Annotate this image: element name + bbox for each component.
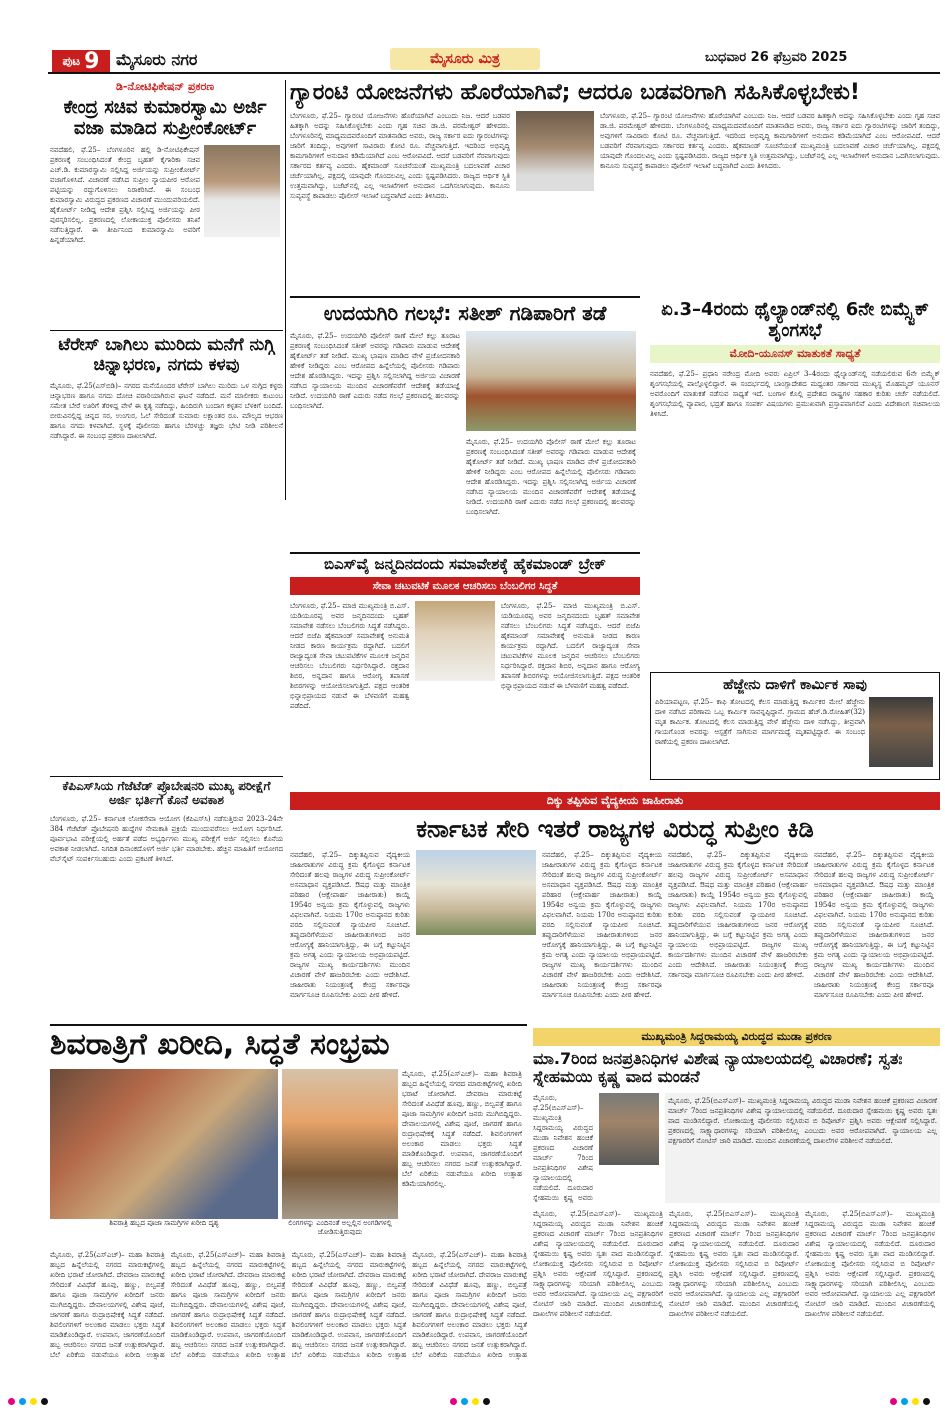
story-headline: ಕೆಪಿಎಸ್‌ಸಿಯ ಗೆಜೆಟೆಡ್ ಪ್ರೊಬೇಷನರಿ ಮುಖ್ಯ ಪರೀಕ್ಷೆಗೆ ಅರ್ಜಿ ಭರ್ತಿಗೆ ಕೊನೆ ಅವಕಾಶ: [62, 779, 271, 807]
story-body-cont3: ಮೈಸೂರು, ಫೆ.25(ಎಸ್‌ಎಚ್)– ಮಹಾ ಶಿವರಾತ್ರಿ ಹಬ್ಬದ ಹಿನ್ನೆಲೆಯಲ್ಲಿ ನಗರದ ಮಾರುಕಟ್ಟೆಗಳಲ್ಲಿ ಖರೀದಿ ಭರಾಟೆ ಜೋರಾಗಿದೆ. ದೇವರಾಜ ಮಾರುಕಟ್ಟೆ ಸೇರಿದಂತೆ ವಿವಿಧೆಡೆ ಹೂವು, ಹಣ್ಣು, ಬಿಲ್ವಪತ್ರೆ ಹಾಗೂ ಪೂಜಾ ಸಾಮಗ್ರಿಗಳ ಖರೀದಿಗೆ ಜನರು ಮುಗಿಬಿದ್ದಿದ್ದರು. ದೇವಾಲಯಗಳಲ್ಲಿ ವಿಶೇಷ ಪೂಜೆ, ಜಾಗರಣೆ ಹಾಗೂ ರುದ್ರಾಭಿಷೇಕಕ್ಕೆ ಸಿದ್ಧತೆ ನಡೆದಿದೆ. ಶಿವಲಿಂಗಗಳಿಗೆ ಅಲಂಕಾರ ಮಾಡಲು ಭಕ್ತರು ಸಿದ್ಧತೆ ಮಾಡಿಕೊಂಡಿದ್ದಾರೆ. ಉಪವಾಸ, ಜಾಗರಣೆಯೊಂದಿಗೆ ಹಬ್ಬ ಆಚರಿಸಲು ನಗರದ ಜನತೆ ಉತ್ಸುಕರಾಗಿದ್ದಾರೆ. ಬೆಲೆ ಏರಿಕೆಯ ನಡುವೆಯೂ ಖರೀದಿ ಉತ್ಸಾಹ: [412, 1250, 527, 1359]
story-body: ಬೆಂಗಳೂರು, ಫೆ.25– ಕರ್ನಾಟಕ ಲೋಕಸೇವಾ ಆಯೋಗ (ಕೆಪಿಎಸ್‌ಸಿ) ನಡೆಸುತ್ತಿರುವ 2023–24ನೇ 384 ಗೆಜೆಟೆಡ್ ಪ್ರೊಬೇಷನರಿ ಹುದ್ದೆಗಳ ನೇಮಕಾತಿ ಪ್ರಕ್ರಿಯೆ ಮುಂದುವರೆಸಲು ಆಯೋಗ ನಿರ್ಧರಿಸಿದೆ. ಪೂರ್ವಭಾವಿ ಪರೀಕ್ಷೆಯಲ್ಲಿ ಅರ್ಹತೆ ಪಡೆದ ಅಭ್ಯರ್ಥಿಗಳು ಮುಖ್ಯ ಪರೀಕ್ಷೆಗೆ ಅರ್ಜಿ ಸಲ್ಲಿಸಲು ಕೊನೆಯ ಅವಕಾಶ ನೀಡಲಾಗಿದೆ. ನಿಗದಿತ ದಿನಾಂಕದೊಳಗೆ ಅರ್ಜಿ ಭರ್ತಿ ಮಾಡಬೇಕು. ಹೆಚ್ಚಿನ ಮಾಹಿತಿಗೆ ಆಯೋಗದ ವೆಬ್‌ಸೈಟ್ ಸಂಪರ್ಕಿಸಬಹುದು ಎಂದು ಪ್ರಕಟಣೆ ತಿಳಿಸಿದೆ.: [50, 814, 283, 863]
story-kpsc: [50, 780, 283, 1014]
story-body-side: ಮೈಸೂರು, ಫೆ.25(ಎಸ್‌ಎಚ್)– ಮಹಾ ಶಿವರಾತ್ರಿ ಹಬ್ಬದ ಹಿನ್ನೆಲೆಯಲ್ಲಿ ನಗರದ ಮಾರುಕಟ್ಟೆಗಳಲ್ಲಿ ಖರೀದಿ ಭರಾಟೆ ಜೋರಾಗಿದೆ. ದೇವರಾಜ ಮಾರುಕಟ್ಟೆ ಸೇರಿದಂತೆ ವಿವಿಧೆಡೆ ಹೂವು, ಹಣ್ಣು, ಬಿಲ್ವಪತ್ರೆ ಹಾಗೂ ಪೂಜಾ ಸಾಮಗ್ರಿಗಳ ಖರೀದಿಗೆ ಜನರು ಮುಗಿಬಿದ್ದಿದ್ದರು. ದೇವಾಲಯಗಳಲ್ಲಿ ವಿಶೇಷ ಪೂಜೆ, ಜಾಗರಣೆ ಹಾಗೂ ರುದ್ರಾಭಿಷೇಕಕ್ಕೆ ಸಿದ್ಧತೆ ನಡೆದಿದೆ. ಶಿವಲಿಂಗಗಳಿಗೆ ಅಲಂಕಾರ ಮಾಡಲು ಭಕ್ತರು ಸಿದ್ಧತೆ ಮಾಡಿಕೊಂಡಿದ್ದಾರೆ. ಉಪವಾಸ, ಜಾಗರಣೆಯೊಂದಿಗೆ ಹಬ್ಬ ಆಚರಿಸಲು ನಗರದ ಜನತೆ ಉತ್ಸುಕರಾಗಿದ್ದಾರೆ. ಬೆಲೆ ಏರಿಕೆಯ ನಡುವೆಯೂ ಖರೀದಿ ಉತ್ಸಾಹ ಕಡಿಮೆಯಾಗಿರಲಿಲ್ಲ.: [402, 1069, 522, 1188]
color-registration-marks: [450, 1398, 490, 1405]
page-number-badge: [52, 50, 110, 72]
story-body: ಮೈಸೂರು, ಫೆ.25(ಎಸ್‌ಬಿಡಿ)– ನಗರದ ಮನೆಯೊಂದರ ಟೆರೇಸ್ ಬಾಗಿಲು ಮುರಿದು ಒಳ ನುಗ್ಗಿದ ಕಳ್ಳರು ಚಿನ್ನಾಭರಣ ಹಾಗೂ ನಗದು ದೋಚಿ ಪರಾರಿಯಾಗಿರುವ ಘಟನೆ ನಡೆದಿದೆ. ಮನೆ ಮಾಲೀಕರು ಕುಟುಂಬ ಸಮೇತ ಬೇರೆ ಊರಿಗೆ ತೆರಳಿದ್ದ ವೇಳೆ ಈ ಕೃತ್ಯ ನಡೆದಿದ್ದು, ಹಿಂದಿರುಗಿ ಬಂದಾಗ ಕಳ್ಳತನ ಬೆಳಕಿಗೆ ಬಂದಿದೆ. ಬೀರುವಿನಲ್ಲಿದ್ದ ಚಿನ್ನದ ಸರ, ಉಂಗುರ, ಓಲೆ ಸೇರಿದಂತೆ ಸುಮಾರು ಲಕ್ಷಾಂತರ ರೂ. ಮೌಲ್ಯದ ಆಭರಣ ಹಾಗೂ ನಗದು ಕಳವಾಗಿದೆ. ಸ್ಥಳಕ್ಕೆ ಪೊಲೀಸರು ಹಾಗೂ ಬೆರಳಚ್ಚು ತಜ್ಞರು ಭೇಟಿ ನೀಡಿ ಪರಿಶೀಲನೆ ನಡೆಸಿದ್ದಾರೆ. ಈ ಸಂಬಂಧ ಪ್ರಕರಣ ದಾಖಲಾಗಿದೆ.: [50, 382, 283, 441]
story-body: ನವದೆಹಲಿ, ಫೆ.25– ಪ್ರಧಾನಿ ನರೇಂದ್ರ ಮೋದಿ ಅವರು ಏಪ್ರಿಲ್ 3–4ರಂದು ಥೈಲ್ಯಾಂಡ್‌ನಲ್ಲಿ ನಡೆಯಲಿರುವ 6ನೇ ಬಿಮ್ಸ್ಟೆಕ್ ಶೃಂಗಸಭೆಯಲ್ಲಿ ಪಾಲ್ಗೊಳ್ಳಲಿದ್ದಾರೆ. ಈ ಸಂದರ್ಭದಲ್ಲಿ ಬಾಂಗ್ಲಾದೇಶದ ಮಧ್ಯಂತರ ಸರ್ಕಾರದ ಮುಖ್ಯಸ್ಥ ಮೊಹಮ್ಮದ್ ಯೂನಸ್ ಅವರೊಂದಿಗೆ ಮಾತುಕತೆ ನಡೆಸುವ ಸಾಧ್ಯತೆ ಇದೆ. ಬಂಗಾಳ ಕೊಲ್ಲಿ ಪ್ರದೇಶದ ರಾಷ್ಟ್ರಗಳ ಸಹಕಾರ ಕುರಿತು ಚರ್ಚೆ ನಡೆಯಲಿದೆ. ಶೃಂಗಸಭೆಯಲ್ಲಿ ವ್ಯಾಪಾರ, ಭದ್ರತೆ ಹಾಗೂ ಸಂಪರ್ಕ ವಿಷಯಗಳು ಪ್ರಮುಖವಾಗಿ ಪ್ರಸ್ತಾಪವಾಗಲಿವೆ ಎಂದು ವಿದೇಶಾಂಗ ಸಚಿವಾಲಯ ತಿಳಿಸಿದೆ.: [650, 370, 940, 419]
story-muda: [533, 1028, 940, 1359]
yediyurappa-photo: [415, 601, 495, 681]
story-body-cont2: ಮೈಸೂರು, ಫೆ.25(ಬಿಎಸ್‌ಎಸ್)– ಮುಖ್ಯಮಂತ್ರಿ ಸಿದ್ದರಾಮಯ್ಯ ವಿರುದ್ಧದ ಮುಡಾ ನಿವೇಶನ ಹಂಚಿಕೆ ಪ್ರಕರಣದ ವಿಚಾರಣೆ ಮಾರ್ಚ್ 7ರಿಂದ ಜನಪ್ರತಿನಿಧಿಗಳ ವಿಶೇಷ ನ್ಯಾಯಾಲಯದಲ್ಲಿ ನಡೆಯಲಿದೆ. ದೂರುದಾರ ಸ್ನೇಹಮಯಿ ಕೃಷ್ಣ ಅವರು ಸ್ವತಃ ವಾದ ಮಂಡಿಸಲಿದ್ದಾರೆ. ಲೋಕಾಯುಕ್ತ ಪೊಲೀಸರು ಸಲ್ಲಿಸಿರುವ ಬಿ ರಿಪೋರ್ಟ್ ಪ್ರಶ್ನಿಸಿ ಅವರು ಆಕ್ಷೇಪಣೆ ಸಲ್ಲಿಸಿದ್ದಾರೆ. ಪ್ರಕರಣದಲ್ಲಿ ಸಾಕ್ಷ್ಯಾಧಾರಗಳನ್ನು ಸರಿಯಾಗಿ ಪರಿಶೀಲಿಸಿಲ್ಲ ಎಂಬುದು ಅವರ ಆರೋಪವಾಗಿದೆ. ನ್ಯಾಯಾಲಯ ಎಲ್ಲ ಪಕ್ಷಗಾರರಿಗೆ ನೋಟಿಸ್ ಜಾರಿ ಮಾಡಿದೆ. ಮುಂದಿನ ವಿಚಾರಣೆಯಲ್ಲಿ ದಾಖಲೆಗಳ ಪರಿಶೀಲನೆ ನಡೆಯಲಿದೆ.: [669, 1209, 799, 1318]
story-theft: [50, 336, 283, 691]
divider: [50, 330, 283, 331]
color-registration-marks: [8, 1398, 48, 1405]
story-bimstec: [650, 300, 940, 669]
story-body-cont3: ಮೈಸೂರು, ಫೆ.25(ಬಿಎಸ್‌ಎಸ್)– ಮುಖ್ಯಮಂತ್ರಿ ಸಿದ್ದರಾಮಯ್ಯ ವಿರುದ್ಧದ ಮುಡಾ ನಿವೇಶನ ಹಂಚಿಕೆ ಪ್ರಕರಣದ ವಿಚಾರಣೆ ಮಾರ್ಚ್ 7ರಿಂದ ಜನಪ್ರತಿನಿಧಿಗಳ ವಿಶೇಷ ನ್ಯಾಯಾಲಯದಲ್ಲಿ ನಡೆಯಲಿದೆ. ದೂರುದಾರ ಸ್ನೇಹಮಯಿ ಕೃಷ್ಣ ಅವರು ಸ್ವತಃ ವಾದ ಮಂಡಿಸಲಿದ್ದಾರೆ. ಲೋಕಾಯುಕ್ತ ಪೊಲೀಸರು ಸಲ್ಲಿಸಿರುವ ಬಿ ರಿಪೋರ್ಟ್ ಪ್ರಶ್ನಿಸಿ ಅವರು ಆಕ್ಷೇಪಣೆ ಸಲ್ಲಿಸಿದ್ದಾರೆ. ಪ್ರಕರಣದಲ್ಲಿ ಸಾಕ್ಷ್ಯಾಧಾರಗಳನ್ನು ಸರಿಯಾಗಿ ಪರಿಶೀಲಿಸಿಲ್ಲ ಎಂಬುದು ಅವರ ಆರೋಪವಾಗಿದೆ. ನ್ಯಾಯಾಲಯ ಎಲ್ಲ ಪಕ್ಷಗಾರರಿಗೆ ನೋಟಿಸ್ ಜಾರಿ ಮಾಡಿದೆ. ಮುಂದಿನ ವಿಚಾರಣೆಯಲ್ಲಿ ದಾಖಲೆಗಳ ಪರಿಶೀಲನೆ ನಡೆಯಲಿದೆ.: [805, 1209, 935, 1318]
story-kicker: ಡಿ-ನೋಟಿಫಿಕೇಷನ್ ಪ್ರಕರಣ: [115, 80, 215, 93]
story-body-cont3: ನವದೆಹಲಿ, ಫೆ.25– ದಿಕ್ಕುತಪ್ಪಿಸುವ ವೈದ್ಯಕೀಯ ಜಾಹೀರಾತುಗಳ ವಿರುದ್ಧ ಕ್ರಮ ಕೈಗೊಳ್ಳದ ಕರ್ನಾಟಕ ಸೇರಿದಂತೆ ಹಲವು ರಾಜ್ಯಗಳ ವಿರುದ್ಧ ಸುಪ್ರೀಂಕೋರ್ಟ್ ಅಸಮಾಧಾನ ವ್ಯಕ್ತಪಡಿಸಿದೆ. ಔಷಧ ಮತ್ತು ಮಾಂತ್ರಿಕ ಪರಿಹಾರ (ಆಕ್ಷೇಪಾರ್ಹ ಜಾಹೀರಾತು) ಕಾಯ್ದೆ 1954ರ ಅನ್ವಯ ಕ್ರಮ ಕೈಗೊಳ್ಳುವಲ್ಲಿ ರಾಜ್ಯಗಳು ವಿಫಲವಾಗಿವೆ. ನಿಯಮ 170ರ ಅನುಷ್ಠಾನದ ಕುರಿತು ವರದಿ ಸಲ್ಲಿಸುವಂತೆ ನ್ಯಾಯಪೀಠ ಸೂಚಿಸಿದೆ. ತಪ್ಪುದಾರಿಗೆಳೆಯುವ ಜಾಹೀರಾತುಗಳಿಂದ ಜನರ ಆರೋಗ್ಯಕ್ಕೆ ಹಾನಿಯಾಗುತ್ತಿದ್ದು, ಈ ಬಗ್ಗೆ ಕಟ್ಟುನಿಟ್ಟಿನ ಕ್ರಮ ಅಗತ್ಯ ಎಂದು ನ್ಯಾಯಾಲಯ ಅಭಿಪ್ರಾಯಪಟ್ಟಿದೆ. ರಾಜ್ಯಗಳ ಮುಖ್ಯ ಕಾರ್ಯದರ್ಶಿಗಳು ಮುಂದಿನ ವಿಚಾರಣೆ ವೇಳೆ ಹಾಜರಿರಬೇಕು ಎಂದು ಆದೇಶಿಸಿದೆ. ಜಾಹೀರಾತು ನಿಯಂತ್ರಣಕ್ಕೆ ಕೇಂದ್ರ ಸರ್ಕಾರವೂ ಮಾರ್ಗಸೂಚಿ ರೂಪಿಸಬೇಕು ಎಂದು ಪೀಠ ಹೇಳಿದೆ.: [814, 850, 934, 999]
parameshwar-photo: [516, 111, 594, 191]
photo-caption: ಶಿವರಾತ್ರಿ ಹಬ್ಬದ ಪೂಜಾ ಸಾಮಗ್ರಿಗಳ ಖರೀದಿ ದೃಶ್ಯ: [109, 1218, 219, 1227]
story-kicker: ಮುಖ್ಯಮಂತ್ರಿ ಸಿದ್ದರಾಮಯ್ಯ ವಿರುದ್ಧದ ಮುಡಾ ಪ್ರಕರಣ: [533, 1028, 940, 1046]
divider: [290, 296, 640, 298]
snehamayi-photo: [599, 1093, 659, 1165]
story-body-cont: ಬೆಂಗಳೂರು, ಫೆ.25– ಮಾಜಿ ಮುಖ್ಯಮಂತ್ರಿ ಬಿ.ಎಸ್. ಯಡಿಯೂರಪ್ಪ ಅವರ ಜನ್ಮದಿನದಂದು ಬೃಹತ್ ಸಮಾವೇಶ ನಡೆಸಲು ಬೆಂಬಲಿಗರು ಸಿದ್ಧತೆ ನಡೆಸಿದ್ದರು. ಆದರೆ ಬಿಜೆಪಿ ಹೈಕಮಾಂಡ್ ಸಮಾವೇಶಕ್ಕೆ ಅನುಮತಿ ನೀಡದ ಕಾರಣ ಕಾರ್ಯಕ್ರಮ ರದ್ದಾಗಿದೆ. ಬದಲಿಗೆ ರಾಜ್ಯಾದ್ಯಂತ ಸೇವಾ ಚಟುವಟಿಕೆಗಳ ಮೂಲಕ ಜನ್ಮದಿನ ಆಚರಿಸಲು ಬೆಂಬಲಿಗರು ನಿರ್ಧರಿಸಿದ್ದಾರೆ. ರಕ್ತದಾನ ಶಿಬಿರ, ಅನ್ನದಾನ ಹಾಗೂ ಆರೋಗ್ಯ ತಪಾಸಣೆ ಶಿಬಿರಗಳನ್ನು ಆಯೋಜಿಸಲಾಗುತ್ತಿದೆ. ಪಕ್ಷದ ಆಂತರಿಕ ಭಿನ್ನಾಭಿಪ್ರಾಯದ ನಡುವೆ ಈ ಬೆಳವಣಿಗೆ ಮಹತ್ವ ಪಡೆದಿದೆ.: [500, 602, 640, 691]
story-body-cont2: ನವದೆಹಲಿ, ಫೆ.25– ದಿಕ್ಕುತಪ್ಪಿಸುವ ವೈದ್ಯಕೀಯ ಜಾಹೀರಾತುಗಳ ವಿರುದ್ಧ ಕ್ರಮ ಕೈಗೊಳ್ಳದ ಕರ್ನಾಟಕ ಸೇರಿದಂತೆ ಹಲವು ರಾಜ್ಯಗಳ ವಿರುದ್ಧ ಸುಪ್ರೀಂಕೋರ್ಟ್ ಅಸಮಾಧಾನ ವ್ಯಕ್ತಪಡಿಸಿದೆ. ಔಷಧ ಮತ್ತು ಮಾಂತ್ರಿಕ ಪರಿಹಾರ (ಆಕ್ಷೇಪಾರ್ಹ ಜಾಹೀರಾತು) ಕಾಯ್ದೆ 1954ರ ಅನ್ವಯ ಕ್ರಮ ಕೈಗೊಳ್ಳುವಲ್ಲಿ ರಾಜ್ಯಗಳು ವಿಫಲವಾಗಿವೆ. ನಿಯಮ 170ರ ಅನುಷ್ಠಾನದ ಕುರಿತು ವರದಿ ಸಲ್ಲಿಸುವಂತೆ ನ್ಯಾಯಪೀಠ ಸೂಚಿಸಿದೆ. ತಪ್ಪುದಾರಿಗೆಳೆಯುವ ಜಾಹೀರಾತುಗಳಿಂದ ಜನರ ಆರೋಗ್ಯಕ್ಕೆ ಹಾನಿಯಾಗುತ್ತಿದ್ದು, ಈ ಬಗ್ಗೆ ಕಟ್ಟುನಿಟ್ಟಿನ ಕ್ರಮ ಅಗತ್ಯ ಎಂದು ನ್ಯಾಯಾಲಯ ಅಭಿಪ್ರಾಯಪಟ್ಟಿದೆ. ರಾಜ್ಯಗಳ ಮುಖ್ಯ ಕಾರ್ಯದರ್ಶಿಗಳು ಮುಂದಿನ ವಿಚಾರಣೆ ವೇಳೆ ಹಾಜರಿರಬೇಕು ಎಂದು ಆದೇಶಿಸಿದೆ. ಜಾಹೀರಾತು ನಿಯಂತ್ರಣಕ್ಕೆ ಕೇಂದ್ರ ಸರ್ಕಾರವೂ ಮಾರ್ಗಸೂಚಿ ರೂಪಿಸಬೇಕು ಎಂದು ಪೀಠ ಹೇಳಿದೆ.: [668, 850, 808, 979]
story-headline: ಶಿವರಾತ್ರಿಗೆ ಖರೀದಿ, ಸಿದ್ಧತೆ ಸಂಭ್ರಮ: [50, 1027, 390, 1062]
story-headline: ಟೆರೇಸ್ ಬಾಗಿಲು ಮುರಿದು ಮನೆಗೆ ನುಗ್ಗಿ ಚಿನ್ನಾಭರಣ, ನಗದು ಕಳವು: [58, 335, 275, 375]
story-bsy: [290, 556, 640, 751]
section-title: ಮೈಸೂರು ನಗರ: [116, 50, 198, 69]
story-headline: ಗ್ಯಾರಂಟಿ ಯೋಜನೆಗಳು ಹೊರೆಯಾಗಿವೆ; ಆದರೂ ಬಡವರಿಗಾಗಿ ಸಹಿಸಿಕೊಳ್ಳಬೇಕು!: [290, 80, 860, 105]
paper-name: ಮೈಸೂರು ಮಿತ್ರ: [390, 48, 540, 70]
divider: [290, 552, 640, 554]
victim-photo: [869, 697, 933, 767]
vendor-photo: [282, 1069, 398, 1219]
story-headline: ಏ.3–4ರಂದು ಥೈಲ್ಯಾಂಡ್‌ನಲ್ಲಿ 6ನೇ ಬಿಮ್ಸ್ಟೆಕ್ ಶೃಂಗಸಭೆ: [661, 299, 929, 341]
story-headline: ಉದಯಗಿರಿ ಗಲಭೆ: ಸತೀಶ್ ಗಡಿಪಾರಿಗೆ ತಡೆ: [323, 301, 607, 325]
column-rule: [285, 80, 286, 500]
story-kicker: ದಿಕ್ಕು ತಪ್ಪಿಸುವ ವೈದ್ಯಕೀಯ ಜಾಹೀರಾತು: [290, 792, 940, 810]
story-headline: ಕೇಂದ್ರ ಸಚಿವ ಕುಮಾರಸ್ವಾಮಿ ಅರ್ಜಿ ವಜಾ ಮಾಡಿದ ಸುಪ್ರೀಂಕೋರ್ಟ್: [63, 97, 267, 139]
market-photo: [50, 1069, 278, 1219]
story-body-cont: ಬೆಂಗಳೂರು, ಫೆ.25– ಗ್ಯಾರಂಟಿ ಯೋಜನೆಗಳು ಹೊರೆಯಾಗಿವೆ ಎಂಬುದು ನಿಜ. ಆದರೆ ಬಡವರ ಹಿತಕ್ಕಾಗಿ ಅದನ್ನು ಸಹಿಸಿಕೊಳ್ಳಬೇಕು ಎಂದು ಗೃಹ ಸಚಿವ ಡಾ.ಜಿ. ಪರಮೇಶ್ವರ್ ಹೇಳಿದರು. ಬೆಂಗಳೂರಿನಲ್ಲಿ ಮಾಧ್ಯಮದವರೊಂದಿಗೆ ಮಾತನಾಡಿದ ಅವರು, ರಾಜ್ಯ ಸರ್ಕಾರ ಐದು ಗ್ಯಾರಂಟಿಗಳನ್ನು ಜಾರಿಗೆ ತಂದಿದ್ದು, ಅವುಗಳಿಗೆ ಸಾವಿರಾರು ಕೋಟಿ ರೂ. ವೆಚ್ಚವಾಗುತ್ತಿದೆ. ಇದರಿಂದ ಅಭಿವೃದ್ಧಿ ಕಾಮಗಾರಿಗಳಿಗೆ ಅನುದಾನ ಕಡಿಮೆಯಾಗಿದೆ ಎಂಬ ಆರೋಪವಿದೆ. ಆದರೆ ಬಡವರಿಗೆ ನೆರವಾಗುವುದು ಸರ್ಕಾರದ ಕರ್ತವ್ಯ ಎಂದರು. ಹೈಕಮಾಂಡ್ ಸೂಚನೆಯಂತೆ ಮುಖ್ಯಮಂತ್ರಿ ಬದಲಾವಣೆ ವಿಚಾರ ಚರ್ಚೆಯಾಗಿಲ್ಲ. ಪಕ್ಷದಲ್ಲಿ ಯಾವುದೇ ಗೊಂದಲವಿಲ್ಲ ಎಂದು ಸ್ಪಷ್ಟಪಡಿಸಿದರು. ರಾಜ್ಯದ ಆರ್ಥಿಕ ಸ್ಥಿತಿ ಉತ್ತಮವಾಗಿದ್ದು, ಬಜೆಟ್‌ನಲ್ಲಿ ಎಲ್ಲ ಇಲಾಖೆಗಳಿಗೆ ಅನುದಾನ ಒದಗಿಸಲಾಗುವುದು. ಕಾನೂನು ಸುವ್ಯವಸ್ಥೆ ಕಾಪಾಡಲು ಪೊಲೀಸ್ ಇಲಾಖೆ ಬದ್ಧವಾಗಿದೆ ಎಂದು ತಿಳಿಸಿದರು.: [600, 112, 940, 171]
story-body: ಮೈಸೂರು, ಫೆ.25(ಬಿಎಸ್‌ಎಸ್)– ಮುಖ್ಯಮಂತ್ರಿ ಸಿದ್ದರಾಮಯ್ಯ ವಿರುದ್ಧದ ಮುಡಾ ನಿವೇಶನ ಹಂಚಿಕೆ ಪ್ರಕರಣದ ವಿಚಾರಣೆ ಮಾರ್ಚ್ 7ರಿಂದ ಜನಪ್ರತಿನಿಧಿಗಳ ವಿಶೇಷ ನ್ಯಾಯಾಲಯದಲ್ಲಿ ನಡೆಯಲಿದೆ. ದೂರುದಾರ ಸ್ನೇಹಮಯಿ ಕೃಷ್ಣ ಅವರು: [533, 1093, 593, 1202]
story-body: ಬೆಂಗಳೂರು, ಫೆ.25– ಮಾಜಿ ಮುಖ್ಯಮಂತ್ರಿ ಬಿ.ಎಸ್. ಯಡಿಯೂರಪ್ಪ ಅವರ ಜನ್ಮದಿನದಂದು ಬೃಹತ್ ಸಮಾವೇಶ ನಡೆಸಲು ಬೆಂಬಲಿಗರು ಸಿದ್ಧತೆ ನಡೆಸಿದ್ದರು. ಆದರೆ ಬಿಜೆಪಿ ಹೈಕಮಾಂಡ್ ಸಮಾವೇಶಕ್ಕೆ ಅನುಮತಿ ನೀಡದ ಕಾರಣ ಕಾರ್ಯಕ್ರಮ ರದ್ದಾಗಿದೆ. ಬದಲಿಗೆ ರಾಜ್ಯಾದ್ಯಂತ ಸೇವಾ ಚಟುವಟಿಕೆಗಳ ಮೂಲಕ ಜನ್ಮದಿನ ಆಚರಿಸಲು ಬೆಂಬಲಿಗರು ನಿರ್ಧರಿಸಿದ್ದಾರೆ. ರಕ್ತದಾನ ಶಿಬಿರ, ಅನ್ನದಾನ ಹಾಗೂ ಆರೋಗ್ಯ ತಪಾಸಣೆ ಶಿಬಿರಗಳನ್ನು ಆಯೋಜಿಸಲಾಗುತ್ತಿದೆ. ಪಕ್ಷದ ಆಂತರಿಕ ಭಿನ್ನಾಭಿಪ್ರಾಯದ ನಡುವೆ ಈ ಬೆಳವಣಿಗೆ ಮಹತ್ವ ಪಡೆದಿದೆ.: [290, 602, 410, 711]
story-shivaratri: [50, 1028, 527, 1360]
kumaraswamy-photo: [204, 145, 280, 237]
page-label: ಪುಟ: [62, 53, 81, 68]
story-body-cont: ನವದೆಹಲಿ, ಫೆ.25– ದಿಕ್ಕುತಪ್ಪಿಸುವ ವೈದ್ಯಕೀಯ ಜಾಹೀರಾತುಗಳ ವಿರುದ್ಧ ಕ್ರಮ ಕೈಗೊಳ್ಳದ ಕರ್ನಾಟಕ ಸೇರಿದಂತೆ ಹಲವು ರಾಜ್ಯಗಳ ವಿರುದ್ಧ ಸುಪ್ರೀಂಕೋರ್ಟ್ ಅಸಮಾಧಾನ ವ್ಯಕ್ತಪಡಿಸಿದೆ. ಔಷಧ ಮತ್ತು ಮಾಂತ್ರಿಕ ಪರಿಹಾರ (ಆಕ್ಷೇಪಾರ್ಹ ಜಾಹೀರಾತು) ಕಾಯ್ದೆ 1954ರ ಅನ್ವಯ ಕ್ರಮ ಕೈಗೊಳ್ಳುವಲ್ಲಿ ರಾಜ್ಯಗಳು ವಿಫಲವಾಗಿವೆ. ನಿಯಮ 170ರ ಅನುಷ್ಠಾನದ ಕುರಿತು ವರದಿ ಸಲ್ಲಿಸುವಂತೆ ನ್ಯಾಯಪೀಠ ಸೂಚಿಸಿದೆ. ತಪ್ಪುದಾರಿಗೆಳೆಯುವ ಜಾಹೀರಾತುಗಳಿಂದ ಜನರ ಆರೋಗ್ಯಕ್ಕೆ ಹಾನಿಯಾಗುತ್ತಿದ್ದು, ಈ ಬಗ್ಗೆ ಕಟ್ಟುನಿಟ್ಟಿನ ಕ್ರಮ ಅಗತ್ಯ ಎಂದು ನ್ಯಾಯಾಲಯ ಅಭಿಪ್ರಾಯಪಟ್ಟಿದೆ. ರಾಜ್ಯಗಳ ಮುಖ್ಯ ಕಾರ್ಯದರ್ಶಿಗಳು ಮುಂದಿನ ವಿಚಾರಣೆ ವೇಳೆ ಹಾಜರಿರಬೇಕು ಎಂದು ಆದೇಶಿಸಿದೆ. ಜಾಹೀರಾತು ನಿಯಂತ್ರಣಕ್ಕೆ ಕೇಂದ್ರ ಸರ್ಕಾರವೂ ಮಾರ್ಗಸೂಚಿ ರೂಪಿಸಬೇಕು ಎಂದು ಪೀಠ ಹೇಳಿದೆ.: [542, 850, 662, 999]
color-registration-marks: [890, 1398, 930, 1405]
divider: [50, 776, 283, 777]
story-subhead: ಮೋದಿ-ಯೂನಸ್ ಮಾತುಕತೆ ಸಾಧ್ಯತೆ: [650, 345, 940, 363]
supreme-court-photo: [416, 850, 536, 935]
story-body: ನವದೆಹಲಿ, ಫೆ.25– ದಿಕ್ಕುತಪ್ಪಿಸುವ ವೈದ್ಯಕೀಯ ಜಾಹೀರಾತುಗಳ ವಿರುದ್ಧ ಕ್ರಮ ಕೈಗೊಳ್ಳದ ಕರ್ನಾಟಕ ಸೇರಿದಂತೆ ಹಲವು ರಾಜ್ಯಗಳ ವಿರುದ್ಧ ಸುಪ್ರೀಂಕೋರ್ಟ್ ಅಸಮಾಧಾನ ವ್ಯಕ್ತಪಡಿಸಿದೆ. ಔಷಧ ಮತ್ತು ಮಾಂತ್ರಿಕ ಪರಿಹಾರ (ಆಕ್ಷೇಪಾರ್ಹ ಜಾಹೀರಾತು) ಕಾಯ್ದೆ 1954ರ ಅನ್ವಯ ಕ್ರಮ ಕೈಗೊಳ್ಳುವಲ್ಲಿ ರಾಜ್ಯಗಳು ವಿಫಲವಾಗಿವೆ. ನಿಯಮ 170ರ ಅನುಷ್ಠಾನದ ಕುರಿತು ವರದಿ ಸಲ್ಲಿಸುವಂತೆ ನ್ಯಾಯಪೀಠ ಸೂಚಿಸಿದೆ. ತಪ್ಪುದಾರಿಗೆಳೆಯುವ ಜಾಹೀರಾತುಗಳಿಂದ ಜನರ ಆರೋಗ್ಯಕ್ಕೆ ಹಾನಿಯಾಗುತ್ತಿದ್ದು, ಈ ಬಗ್ಗೆ ಕಟ್ಟುನಿಟ್ಟಿನ ಕ್ರಮ ಅಗತ್ಯ ಎಂದು ನ್ಯಾಯಾಲಯ ಅಭಿಪ್ರಾಯಪಟ್ಟಿದೆ. ರಾಜ್ಯಗಳ ಮುಖ್ಯ ಕಾರ್ಯದರ್ಶಿಗಳು ಮುಂದಿನ ವಿಚಾರಣೆ ವೇಳೆ ಹಾಜರಿರಬೇಕು ಎಂದು ಆದೇಶಿಸಿದೆ. ಜಾಹೀರಾತು ನಿಯಂತ್ರಣಕ್ಕೆ ಕೇಂದ್ರ ಸರ್ಕಾರವೂ ಮಾರ್ಗಸೂಚಿ ರೂಪಿಸಬೇಕು ಎಂದು ಪೀಠ ಹೇಳಿದೆ.: [290, 850, 410, 999]
story-guarantee: [290, 80, 940, 296]
story-headline: ಮಾ.7ರಿಂದ ಜನಪ್ರತಿನಿಧಿಗಳ ವಿಶೇಷ ನ್ಯಾಯಾಲಯದಲ್ಲಿ ವಿಚಾರಣೆ; ಸ್ವತಃ ಸ್ನೇಹಮಯಿ ಕೃಷ್ಣ ವಾದ ಮಂಡನೆ: [533, 1049, 903, 1087]
story-medical-ads: [290, 792, 940, 1050]
story-headline: ಬಿಎಸ್‌ವೈ ಜನ್ಮದಿನದಂದು ಸಮಾವೇಶಕ್ಕೆ ಹೈಕಮಾಂಡ್ ಬ್ರೇಕ್: [324, 555, 606, 573]
photo-caption: ಲಿಂಗಗಳನ್ನು ಎಂದಿನಂತೆ ಅಲ್ಲಲ್ಲಿನ ಅಂಗಡಿಗಳಲ್ಲಿ ಜೋಡಿಸುತ್ತಿರುವುದು: [288, 1218, 392, 1236]
story-body-cont: ಮೈಸೂರು, ಫೆ.25(ಬಿಎಸ್‌ಎಸ್)– ಮುಖ್ಯಮಂತ್ರಿ ಸಿದ್ದರಾಮಯ್ಯ ವಿರುದ್ಧದ ಮುಡಾ ನಿವೇಶನ ಹಂಚಿಕೆ ಪ್ರಕರಣದ ವಿಚಾರಣೆ ಮಾರ್ಚ್ 7ರಿಂದ ಜನಪ್ರತಿನಿಧಿಗಳ ವಿಶೇಷ ನ್ಯಾಯಾಲಯದಲ್ಲಿ ನಡೆಯಲಿದೆ. ದೂರುದಾರ ಸ್ನೇಹಮಯಿ ಕೃಷ್ಣ ಅವರು ಸ್ವತಃ ವಾದ ಮಂಡಿಸಲಿದ್ದಾರೆ. ಲೋಕಾಯುಕ್ತ ಪೊಲೀಸರು ಸಲ್ಲಿಸಿರುವ ಬಿ ರಿಪೋರ್ಟ್ ಪ್ರಶ್ನಿಸಿ ಅವರು ಆಕ್ಷೇಪಣೆ ಸಲ್ಲಿಸಿದ್ದಾರೆ. ಪ್ರಕರಣದಲ್ಲಿ ಸಾಕ್ಷ್ಯಾಧಾರಗಳನ್ನು ಸರಿಯಾಗಿ ಪರಿಶೀಲಿಸಿಲ್ಲ ಎಂಬುದು ಅವರ ಆರೋಪವಾಗಿದೆ. ನ್ಯಾಯಾಲಯ ಎಲ್ಲ ಪಕ್ಷಗಾರರಿಗೆ ನೋಟಿಸ್ ಜಾರಿ ಮಾಡಿದೆ. ಮುಂದಿನ ವಿಚಾರಣೆಯಲ್ಲಿ ದಾಖಲೆಗಳ ಪರಿಶೀಲನೆ ನಡೆಯಲಿದೆ.: [533, 1209, 663, 1318]
story-body: ಪಿರಿಯಾಪಟ್ಟಣ, ಫೆ.25– ಕಾಫಿ ತೋಟದಲ್ಲಿ ಕೆಲಸ ಮಾಡುತ್ತಿದ್ದ ಕಾರ್ಮಿಕರ ಮೇಲೆ ಹೆಜ್ಜೇನು ದಾಳಿ ನಡೆಸಿದ ಪರಿಣಾಮ ಒಬ್ಬ ಕಾರ್ಮಿಕ ಸಾವನ್ನಪ್ಪಿದ್ದಾನೆ. ಗ್ರಾಮದ ಹೆಚ್.ಡಿ.ರೋಹಿತ್(32) ಮೃತ ಕಾರ್ಮಿಕ. ತೋಟದಲ್ಲಿ ಕೆಲಸ ಮಾಡುತ್ತಿದ್ದ ವೇಳೆ ಹೆಜ್ಜೇನು ದಾಳಿ ನಡೆಸಿದ್ದು, ತೀವ್ರವಾಗಿ ಗಾಯಗೊಂಡ ಅವರನ್ನು ಆಸ್ಪತ್ರೆಗೆ ಸಾಗಿಸುವ ಮಾರ್ಗಮಧ್ಯೆ ಮೃತಪಟ್ಟಿದ್ದಾರೆ. ಈ ಸಂಬಂಧ ಠಾಣೆಯಲ್ಲಿ ಪ್ರಕರಣ ದಾಖಲಾಗಿದೆ.: [655, 698, 865, 747]
story-headline: ಕರ್ನಾಟಕ ಸೇರಿ ಇತರೆ ರಾಜ್ಯಗಳ ವಿರುದ್ಧ ಸುಪ್ರೀಂ ಕಿಡಿ: [416, 815, 814, 843]
page-number: 9: [84, 48, 100, 74]
story-body: ನವದೆಹಲಿ, ಫೆ.25– ಬೆಂಗಳೂರಿನ ಹಲ್ಲಿ ಡಿ-ನೋಟಿಫಿಕೇಷನ್ ಪ್ರಕರಣಕ್ಕೆ ಸಂಬಂಧಿಸಿದಂತೆ ಕೇಂದ್ರ ಬೃಹತ್ ಕೈಗಾರಿಕಾ ಸಚಿವ ಎಚ್.ಡಿ. ಕುಮಾರಸ್ವಾಮಿ ಸಲ್ಲಿಸಿದ್ದ ಅರ್ಜಿಯನ್ನು ಸುಪ್ರೀಂಕೋರ್ಟ್ ವಜಾಗೊಳಿಸಿದೆ. ವಿಚಾರಣೆ ನಡೆಸಿದ ಸುಪ್ರೀಂ ನ್ಯಾಯಪೀಠ ಆರೋಪ ಪಟ್ಟಿಯನ್ನು ರದ್ದುಗೊಳಿಸಲು ನಿರಾಕರಿಸಿದೆ. ಈ ಸಂಬಂಧ ಕುಮಾರಸ್ವಾಮಿ ವಿರುದ್ಧದ ಪ್ರಕರಣದ ವಿಚಾರಣೆ ಮುಂದುವರಿಯಲಿದೆ. ಹೈಕೋರ್ಟ್ ನೀಡಿದ್ದ ಆದೇಶ ಪ್ರಶ್ನಿಸಿ ಸಲ್ಲಿಸಿದ್ದ ಅರ್ಜಿಯನ್ನು ಪೀಠ ಪುರಸ್ಕರಿಸಲಿಲ್ಲ. ಪ್ರಕರಣದಲ್ಲಿ ಲೋಕಾಯುಕ್ತ ಪೊಲೀಸರು ತನಿಖೆ ನಡೆಸುತ್ತಿದ್ದಾರೆ. ಈ ತೀರ್ಪಿನಿಂದ ಕುಮಾರಸ್ವಾಮಿ ಅವರಿಗೆ ಹಿನ್ನಡೆಯಾಗಿದೆ.: [50, 146, 200, 245]
story-body: ಮೈಸೂರು, ಫೆ.25(ಎಸ್‌ಎಚ್)– ಮಹಾ ಶಿವರಾತ್ರಿ ಹಬ್ಬದ ಹಿನ್ನೆಲೆಯಲ್ಲಿ ನಗರದ ಮಾರುಕಟ್ಟೆಗಳಲ್ಲಿ ಖರೀದಿ ಭರಾಟೆ ಜೋರಾಗಿದೆ. ದೇವರಾಜ ಮಾರುಕಟ್ಟೆ ಸೇರಿದಂತೆ ವಿವಿಧೆಡೆ ಹೂವು, ಹಣ್ಣು, ಬಿಲ್ವಪತ್ರೆ ಹಾಗೂ ಪೂಜಾ ಸಾಮಗ್ರಿಗಳ ಖರೀದಿಗೆ ಜನರು ಮುಗಿಬಿದ್ದಿದ್ದರು. ದೇವಾಲಯಗಳಲ್ಲಿ ವಿಶೇಷ ಪೂಜೆ, ಜಾಗರಣೆ ಹಾಗೂ ರುದ್ರಾಭಿಷೇಕಕ್ಕೆ ಸಿದ್ಧತೆ ನಡೆದಿದೆ. ಶಿವಲಿಂಗಗಳಿಗೆ ಅಲಂಕಾರ ಮಾಡಲು ಭಕ್ತರು ಸಿದ್ಧತೆ ಮಾಡಿಕೊಂಡಿದ್ದಾರೆ. ಉಪವಾಸ, ಜಾಗರಣೆಯೊಂದಿಗೆ ಹಬ್ಬ ಆಚರಿಸಲು ನಗರದ ಜನತೆ ಉತ್ಸುಕರಾಗಿದ್ದಾರೆ. ಬೆಲೆ ಏರಿಕೆಯ ನಡುವೆಯೂ ಖರೀದಿ ಉತ್ಸಾಹ: [50, 1250, 165, 1359]
story-body-box: ಮೈಸೂರು, ಫೆ.25(ಬಿಎಸ್‌ಎಸ್)– ಮುಖ್ಯಮಂತ್ರಿ ಸಿದ್ದರಾಮಯ್ಯ ವಿರುದ್ಧದ ಮುಡಾ ನಿವೇಶನ ಹಂಚಿಕೆ ಪ್ರಕರಣದ ವಿಚಾರಣೆ ಮಾರ್ಚ್ 7ರಿಂದ ಜನಪ್ರತಿನಿಧಿಗಳ ವಿಶೇಷ ನ್ಯಾಯಾಲಯದಲ್ಲಿ ನಡೆಯಲಿದೆ. ದೂರುದಾರ ಸ್ನೇಹಮಯಿ ಕೃಷ್ಣ ಅವರು ಸ್ವತಃ ವಾದ ಮಂಡಿಸಲಿದ್ದಾರೆ. ಲೋಕಾಯುಕ್ತ ಪೊಲೀಸರು ಸಲ್ಲಿಸಿರುವ ಬಿ ರಿಪೋರ್ಟ್ ಪ್ರಶ್ನಿಸಿ ಅವರು ಆಕ್ಷೇಪಣೆ ಸಲ್ಲಿಸಿದ್ದಾರೆ. ಪ್ರಕರಣದಲ್ಲಿ ಸಾಕ್ಷ್ಯಾಧಾರಗಳನ್ನು ಸರಿಯಾಗಿ ಪರಿಶೀಲಿಸಿಲ್ಲ ಎಂಬುದು ಅವರ ಆರೋಪವಾಗಿದೆ. ನ್ಯಾಯಾಲಯ ಎಲ್ಲ ಪಕ್ಷಗಾರರಿಗೆ ನೋಟಿಸ್ ಜಾರಿ ಮಾಡಿದೆ. ಮುಂದಿನ ವಿಚಾರಣೆಯಲ್ಲಿ ದಾಖಲೆಗಳ ಪರಿಶೀಲನೆ ನಡೆಯಲಿದೆ.: [665, 1093, 940, 1203]
story-udayagiri: [290, 302, 640, 541]
story-body-cont: ಮೈಸೂರು, ಫೆ.25– ಉದಯಗಿರಿ ಪೊಲೀಸ್ ಠಾಣೆ ಮೇಲೆ ಕಲ್ಲು ತೂರಾಟ ಪ್ರಕರಣಕ್ಕೆ ಸಂಬಂಧಿಸಿದಂತೆ ಸತೀಶ್ ಅವರನ್ನು ಗಡಿಪಾರು ಮಾಡುವ ಆದೇಶಕ್ಕೆ ಹೈಕೋರ್ಟ್ ತಡೆ ನೀಡಿದೆ. ಮುಖ್ಯ ಭಾಷಣ ಮಾಡಿದ ವೇಳೆ ಪ್ರಚೋದನಕಾರಿ ಹೇಳಿಕೆ ನೀಡಿದ್ದರು ಎಂಬ ಆರೋಪದ ಹಿನ್ನೆಲೆಯಲ್ಲಿ ಪೊಲೀಸರು ಗಡಿಪಾರು ಆದೇಶ ಹೊರಡಿಸಿದ್ದರು. ಇದನ್ನು ಪ್ರಶ್ನಿಸಿ ಸಲ್ಲಿಸಲಾಗಿದ್ದ ಅರ್ಜಿಯ ವಿಚಾರಣೆ ನಡೆಸಿದ ನ್ಯಾಯಾಲಯ ಮುಂದಿನ ವಿಚಾರಣೆವರೆಗೆ ಆದೇಶಕ್ಕೆ ತಡೆಯಾಜ್ಞೆ ನೀಡಿದೆ. ಉದಯಗಿರಿ ಠಾಣೆ ಎದುರು ನಡೆದ ಗಲಭೆ ಪ್ರಕರಣದಲ್ಲಿ ಹಲವರನ್ನು ಬಂಧಿಸಲಾಗಿದೆ.: [466, 438, 636, 516]
story-subhead: ಸೇವಾ ಚಟುವಟಿಕೆ ಮೂಲಕ ಆಚರಿಸಲು ಬೆಂಬಲಿಗರ ಸಿದ್ಧತೆ: [290, 577, 640, 595]
story-body-cont2: ಮೈಸೂರು, ಫೆ.25(ಎಸ್‌ಎಚ್)– ಮಹಾ ಶಿವರಾತ್ರಿ ಹಬ್ಬದ ಹಿನ್ನೆಲೆಯಲ್ಲಿ ನಗರದ ಮಾರುಕಟ್ಟೆಗಳಲ್ಲಿ ಖರೀದಿ ಭರಾಟೆ ಜೋರಾಗಿದೆ. ದೇವರಾಜ ಮಾರುಕಟ್ಟೆ ಸೇರಿದಂತೆ ವಿವಿಧೆಡೆ ಹೂವು, ಹಣ್ಣು, ಬಿಲ್ವಪತ್ರೆ ಹಾಗೂ ಪೂಜಾ ಸಾಮಗ್ರಿಗಳ ಖರೀದಿಗೆ ಜನರು ಮುಗಿಬಿದ್ದಿದ್ದರು. ದೇವಾಲಯಗಳಲ್ಲಿ ವಿಶೇಷ ಪೂಜೆ, ಜಾಗರಣೆ ಹಾಗೂ ರುದ್ರಾಭಿಷೇಕಕ್ಕೆ ಸಿದ್ಧತೆ ನಡೆದಿದೆ. ಶಿವಲಿಂಗಗಳಿಗೆ ಅಲಂಕಾರ ಮಾಡಲು ಭಕ್ತರು ಸಿದ್ಧತೆ ಮಾಡಿಕೊಂಡಿದ್ದಾರೆ. ಉಪವಾಸ, ಜಾಗರಣೆಯೊಂದಿಗೆ ಹಬ್ಬ ಆಚರಿಸಲು ನಗರದ ಜನತೆ ಉತ್ಸುಕರಾಗಿದ್ದಾರೆ. ಬೆಲೆ ಏರಿಕೆಯ ನಡುವೆಯೂ ಖರೀದಿ ಉತ್ಸಾಹ: [291, 1250, 407, 1359]
divider: [50, 1024, 527, 1026]
dateline: ಬುಧವಾರ 26 ಫೆಬ್ರವರಿ 2025: [705, 50, 848, 65]
story-bee-attack: [650, 672, 940, 780]
story-body: ಬೆಂಗಳೂರು, ಫೆ.25– ಗ್ಯಾರಂಟಿ ಯೋಜನೆಗಳು ಹೊರೆಯಾಗಿವೆ ಎಂಬುದು ನಿಜ. ಆದರೆ ಬಡವರ ಹಿತಕ್ಕಾಗಿ ಅದನ್ನು ಸಹಿಸಿಕೊಳ್ಳಬೇಕು ಎಂದು ಗೃಹ ಸಚಿವ ಡಾ.ಜಿ. ಪರಮೇಶ್ವರ್ ಹೇಳಿದರು. ಬೆಂಗಳೂರಿನಲ್ಲಿ ಮಾಧ್ಯಮದವರೊಂದಿಗೆ ಮಾತನಾಡಿದ ಅವರು, ರಾಜ್ಯ ಸರ್ಕಾರ ಐದು ಗ್ಯಾರಂಟಿಗಳನ್ನು ಜಾರಿಗೆ ತಂದಿದ್ದು, ಅವುಗಳಿಗೆ ಸಾವಿರಾರು ಕೋಟಿ ರೂ. ವೆಚ್ಚವಾಗುತ್ತಿದೆ. ಇದರಿಂದ ಅಭಿವೃದ್ಧಿ ಕಾಮಗಾರಿಗಳಿಗೆ ಅನುದಾನ ಕಡಿಮೆಯಾಗಿದೆ ಎಂಬ ಆರೋಪವಿದೆ. ಆದರೆ ಬಡವರಿಗೆ ನೆರವಾಗುವುದು ಸರ್ಕಾರದ ಕರ್ತವ್ಯ ಎಂದರು. ಹೈಕಮಾಂಡ್ ಸೂಚನೆಯಂತೆ ಮುಖ್ಯಮಂತ್ರಿ ಬದಲಾವಣೆ ವಿಚಾರ ಚರ್ಚೆಯಾಗಿಲ್ಲ. ಪಕ್ಷದಲ್ಲಿ ಯಾವುದೇ ಗೊಂದಲವಿಲ್ಲ ಎಂದು ಸ್ಪಷ್ಟಪಡಿಸಿದರು. ರಾಜ್ಯದ ಆರ್ಥಿಕ ಸ್ಥಿತಿ ಉತ್ತಮವಾಗಿದ್ದು, ಬಜೆಟ್‌ನಲ್ಲಿ ಎಲ್ಲ ಇಲಾಖೆಗಳಿಗೆ ಅನುದಾನ ಒದಗಿಸಲಾಗುವುದು. ಕಾನೂನು ಸುವ್ಯವಸ್ಥೆ ಕಾಪಾಡಲು ಪೊಲೀಸ್ ಇಲಾಖೆ ಬದ್ಧವಾಗಿದೆ ಎಂದು ತಿಳಿಸಿದರು.: [290, 112, 510, 201]
story-body-cont: ಮೈಸೂರು, ಫೆ.25(ಎಸ್‌ಎಚ್)– ಮಹಾ ಶಿವರಾತ್ರಿ ಹಬ್ಬದ ಹಿನ್ನೆಲೆಯಲ್ಲಿ ನಗರದ ಮಾರುಕಟ್ಟೆಗಳಲ್ಲಿ ಖರೀದಿ ಭರಾಟೆ ಜೋರಾಗಿದೆ. ದೇವರಾಜ ಮಾರುಕಟ್ಟೆ ಸೇರಿದಂತೆ ವಿವಿಧೆಡೆ ಹೂವು, ಹಣ್ಣು, ಬಿಲ್ವಪತ್ರೆ ಹಾಗೂ ಪೂಜಾ ಸಾಮಗ್ರಿಗಳ ಖರೀದಿಗೆ ಜನರು ಮುಗಿಬಿದ್ದಿದ್ದರು. ದೇವಾಲಯಗಳಲ್ಲಿ ವಿಶೇಷ ಪೂಜೆ, ಜಾಗರಣೆ ಹಾಗೂ ರುದ್ರಾಭಿಷೇಕಕ್ಕೆ ಸಿದ್ಧತೆ ನಡೆದಿದೆ. ಶಿವಲಿಂಗಗಳಿಗೆ ಅಲಂಕಾರ ಮಾಡಲು ಭಕ್ತರು ಸಿದ್ಧತೆ ಮಾಡಿಕೊಂಡಿದ್ದಾರೆ. ಉಪವಾಸ, ಜಾಗರಣೆಯೊಂದಿಗೆ ಹಬ್ಬ ಆಚರಿಸಲು ನಗರದ ಜನತೆ ಉತ್ಸುಕರಾಗಿದ್ದಾರೆ. ಬೆಲೆ ಏರಿಕೆಯ ನಡುವೆಯೂ ಖರೀದಿ ಉತ್ಸಾಹ: [170, 1250, 286, 1359]
story-headline: ಹೆಜ್ಜೇನು ದಾಳಿಗೆ ಕಾರ್ಮಿಕ ಸಾವು: [723, 677, 867, 693]
police-station-photo: [466, 331, 636, 431]
story-body: ಮೈಸೂರು, ಫೆ.25– ಉದಯಗಿರಿ ಪೊಲೀಸ್ ಠಾಣೆ ಮೇಲೆ ಕಲ್ಲು ತೂರಾಟ ಪ್ರಕರಣಕ್ಕೆ ಸಂಬಂಧಿಸಿದಂತೆ ಸತೀಶ್ ಅವರನ್ನು ಗಡಿಪಾರು ಮಾಡುವ ಆದೇಶಕ್ಕೆ ಹೈಕೋರ್ಟ್ ತಡೆ ನೀಡಿದೆ. ಮುಖ್ಯ ಭಾಷಣ ಮಾಡಿದ ವೇಳೆ ಪ್ರಚೋದನಕಾರಿ ಹೇಳಿಕೆ ನೀಡಿದ್ದರು ಎಂಬ ಆರೋಪದ ಹಿನ್ನೆಲೆಯಲ್ಲಿ ಪೊಲೀಸರು ಗಡಿಪಾರು ಆದೇಶ ಹೊರಡಿಸಿದ್ದರು. ಇದನ್ನು ಪ್ರಶ್ನಿಸಿ ಸಲ್ಲಿಸಲಾಗಿದ್ದ ಅರ್ಜಿಯ ವಿಚಾರಣೆ ನಡೆಸಿದ ನ್ಯಾಯಾಲಯ ಮುಂದಿನ ವಿಚಾರಣೆವರೆಗೆ ಆದೇಶಕ್ಕೆ ತಡೆಯಾಜ್ಞೆ ನೀಡಿದೆ. ಉದಯಗಿರಿ ಠಾಣೆ ಎದುರು ನಡೆದ ಗಲಭೆ ಪ್ರಕರಣದಲ್ಲಿ ಹಲವರನ್ನು ಬಂಧಿಸಲಾಗಿದೆ.: [290, 332, 460, 410]
